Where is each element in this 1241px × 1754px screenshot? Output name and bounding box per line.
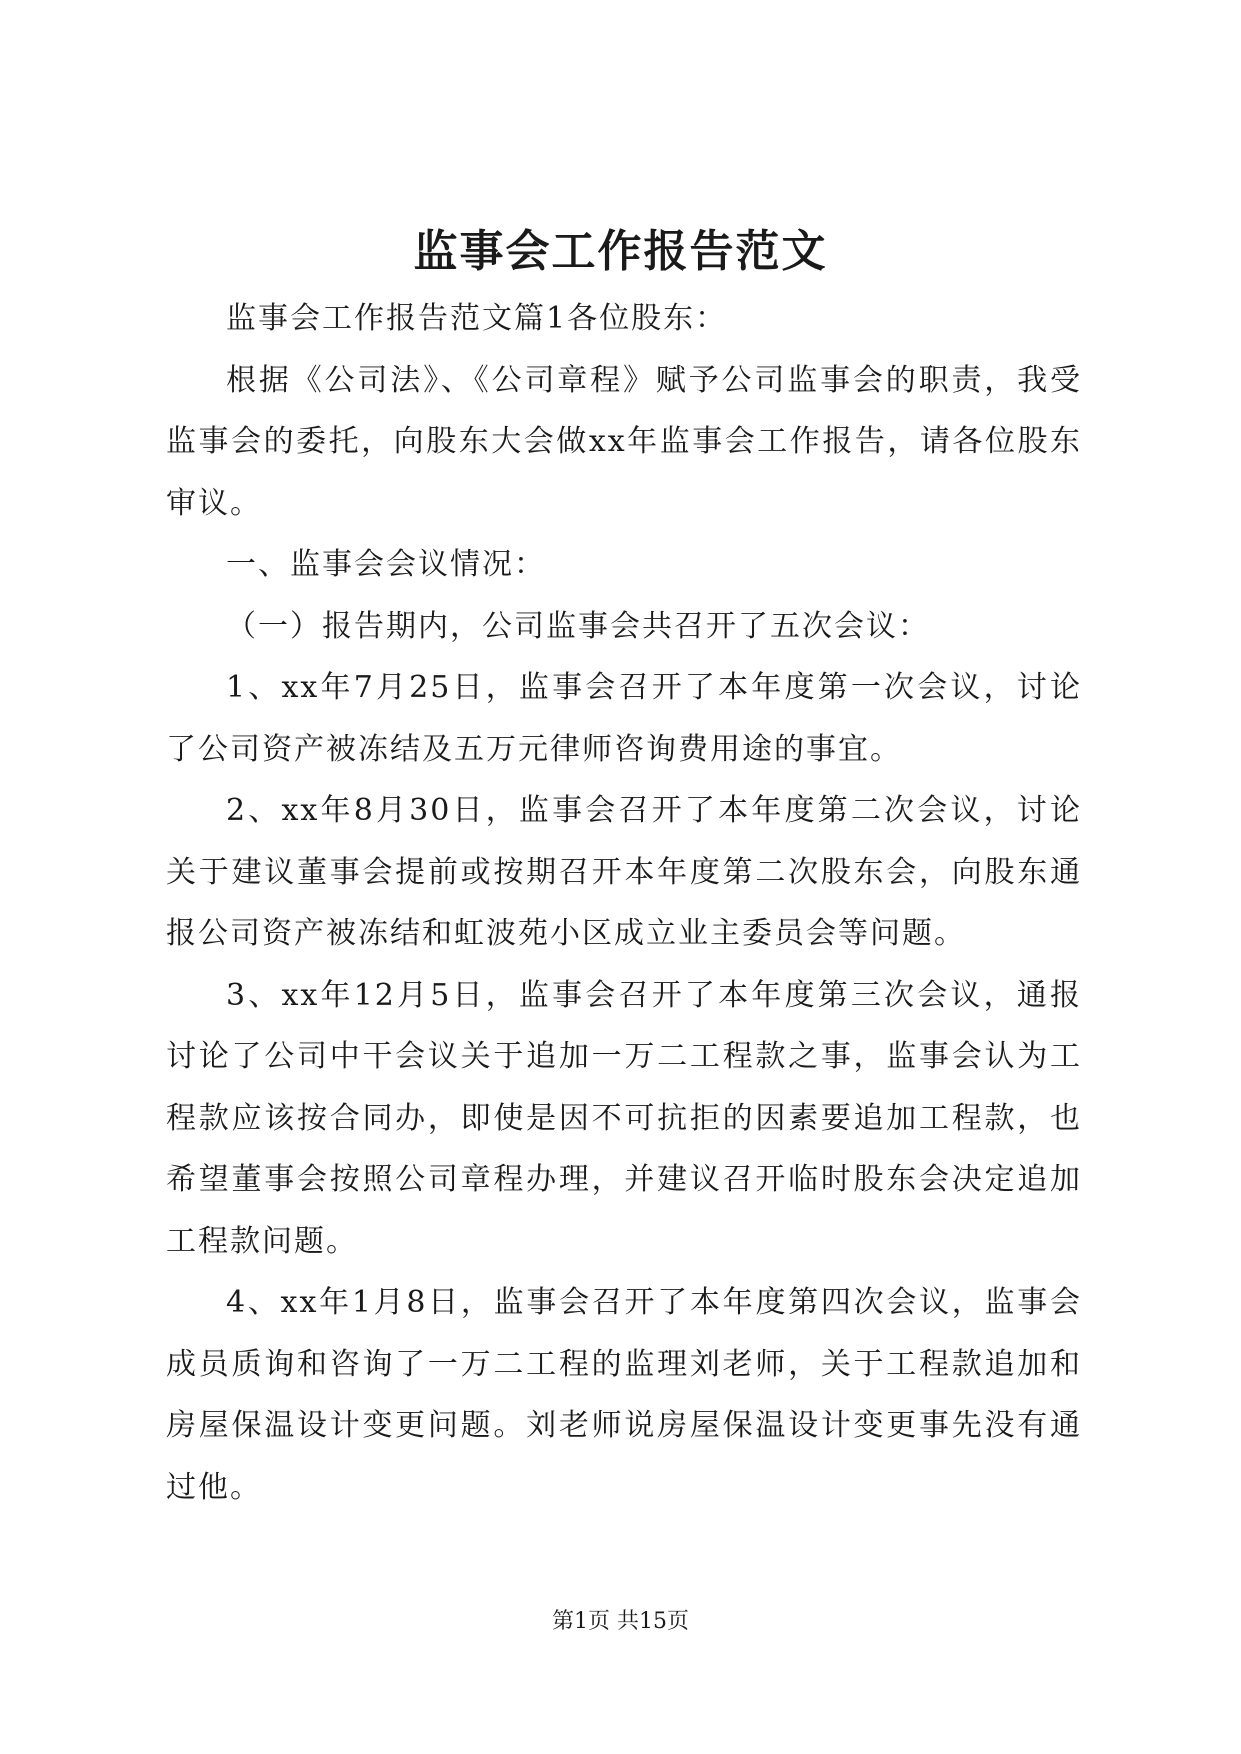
paragraph-meeting-1: 1、xx年7月25日，监事会召开了本年度第一次会议，讨论了公司资产被冻结及五万元律师咨询费用途的事宜。 [166,670,1082,767]
document-title: 监事会工作报告范文 [413,226,828,277]
document-body [166,288,1082,1518]
paragraph-meeting-4: 4、xx年1月8日，监事会召开了本年度第四次会议，监事会成员质询和咨询了一万二工程的监理刘老师，关于工程款追加和房屋保温设计变更问题。刘老师说房屋保温设计变更事先没有通过他。 [166,1285,1082,1505]
subsection-heading-meetings: （一）报告期内，公司监事会共召开了五次会议： [226,608,930,644]
paragraph-meeting-2: 2、xx年8月30日，监事会召开了本年度第二次会议，讨论关于建议董事会提前或按期召开本年度第二次股东会，向股东通报公司资产被冻结和虹波苑小区成立业主委员会等问题。 [166,793,1082,951]
paragraph-intro: 根据《公司法》、《公司章程》赋予公司监事会的职责，我受监事会的委托，向股东大会做xx年监事会工作报告，请各位股东审议。 [166,362,1082,521]
paragraph-meeting-3: 3、xx年12月5日，监事会召开了本年度第三次会议，通报讨论了公司中干会议关于追加一万二工程款之事，监事会认为工程款应该按合同办，即使是因不可抗拒的因素要追加工程款，也希望董事会按照公司章程办理，并建议召开临时股东会决定追加工程款问题。 [166,977,1082,1259]
section-heading-meetings: 一、监事会会议情况： [226,547,546,582]
page-footer: 第1页 共15页 [552,1609,689,1634]
paragraph-greeting: 监事会工作报告范文篇1各位股东： [226,301,728,336]
